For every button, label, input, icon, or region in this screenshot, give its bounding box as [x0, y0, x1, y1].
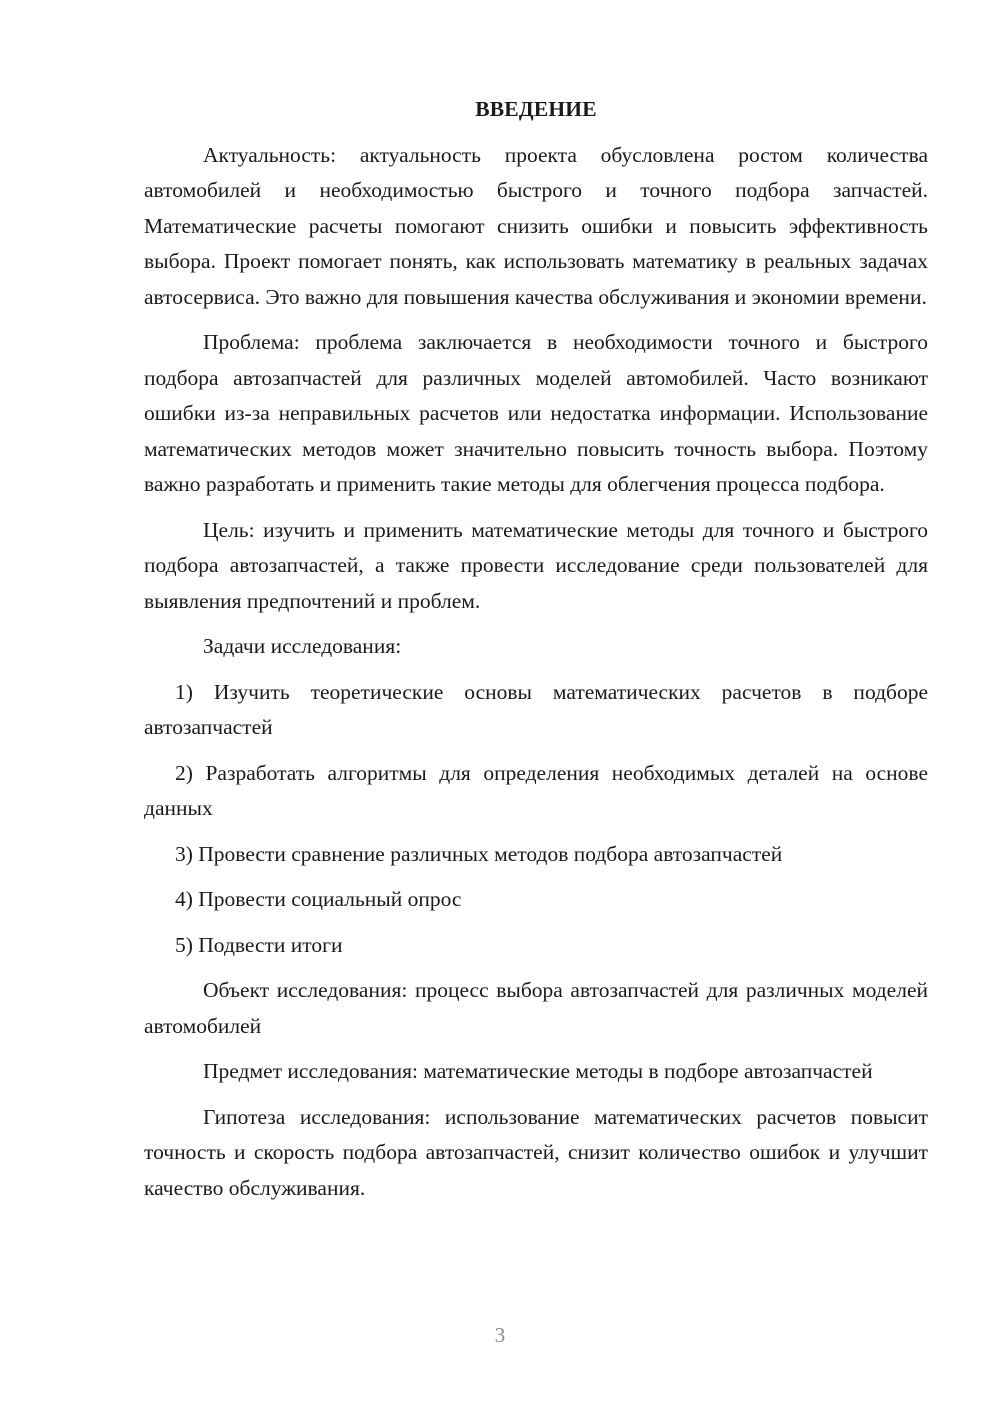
- page-title: ВВЕДЕНИЕ: [475, 97, 597, 121]
- problem-paragraph: Проблема: проблема заключается в необходимости точного и быстрого подбора автозапчастей для различных моделей автомобилей. Часто возникают ошибки из-за неправильных расчетов или недостатка информации. Использование математических методов может значительно повысить точность выбора. Поэтому важно разработать и применить такие методы для облегчения процесса подбора.: [144, 330, 928, 496]
- page-content: [144, 92, 928, 1216]
- relevance-paragraph: Актуальность: актуальность проекта обусловлена ростом количества автомобилей и необходимостью быстрого и точного подбора запчастей. Математические расчеты помогают снизить ошибки и повысить эффективность выбора. Проект помогает понять, как использовать математику в реальных задачах автосервиса. Это важно для повышения качества обслуживания и экономии времени.: [144, 142, 928, 309]
- task-item-2: 2) Разработать алгоритмы для определения необходимых деталей на основе данных: [144, 760, 928, 820]
- object-paragraph: Объект исследования: процесс выбора автозапчастей для различных моделей автомобилей: [144, 978, 928, 1038]
- subject-paragraph: Предмет исследования: математические методы в подборе автозапчастей: [203, 1059, 873, 1083]
- tasks-heading: Задачи исследования:: [203, 634, 402, 658]
- page-number: 3: [494, 1323, 506, 1347]
- task-item-5: 5) Подвести итоги: [175, 932, 343, 957]
- task-item-1: 1) Изучить теоретические основы математических расчетов в подборе автозапчастей: [144, 679, 928, 739]
- goal-paragraph: Цель: изучить и применить математические методы для точного и быстрого подбора автозапчастей, а также провести исследование среди пользователей для выявления предпочтений и проблем.: [144, 517, 928, 613]
- hypothesis-paragraph: Гипотеза исследования: использование математических расчетов повысит точность и скорость подбора автозапчастей, снизит количество ошибок и улучшит качество обслуживания.: [144, 1104, 928, 1200]
- task-item-4: 4) Провести социальный опрос: [175, 887, 462, 911]
- task-item-3: 3) Провести сравнение различных методов подбора автозапчастей: [175, 841, 783, 866]
